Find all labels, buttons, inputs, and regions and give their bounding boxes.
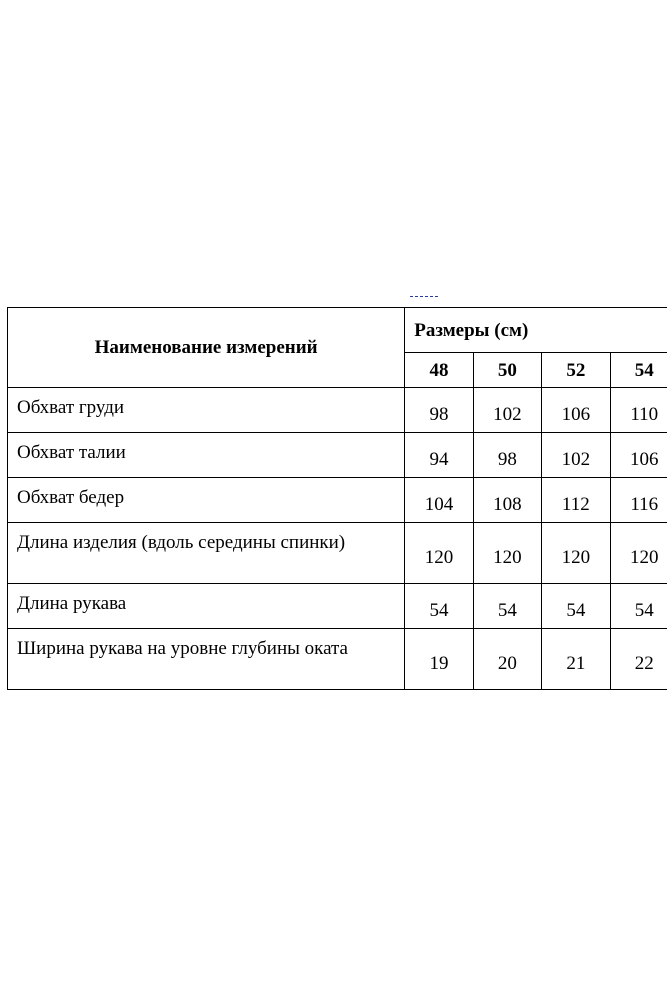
- table-row: [8, 584, 667, 629]
- measurement-value: 108: [473, 478, 541, 523]
- measurement-value: 106: [610, 433, 667, 478]
- sizes-header: Размеры (см): [405, 308, 667, 353]
- table-row: [8, 433, 667, 478]
- measurement-value: 112: [542, 478, 610, 523]
- size-chart-table: [7, 307, 667, 690]
- measurement-value: 120: [473, 523, 541, 584]
- size-label: 48: [405, 353, 473, 388]
- measurement-name: Обхват талии: [8, 433, 405, 478]
- measurement-value: 104: [405, 478, 473, 523]
- measurement-value: 120: [405, 523, 473, 584]
- measurement-value: 21: [542, 629, 610, 690]
- measurement-value: 54: [473, 584, 541, 629]
- measurement-name: Обхват бедер: [8, 478, 405, 523]
- measurement-value: 54: [542, 584, 610, 629]
- measurement-value: 94: [405, 433, 473, 478]
- measurement-value: 98: [405, 388, 473, 433]
- table-row: [8, 523, 667, 584]
- measurement-name: Обхват груди: [8, 388, 405, 433]
- measurement-name-header: Наименование измерений: [8, 308, 405, 388]
- decorative-dashes: [410, 296, 438, 297]
- size-label: 54: [610, 353, 667, 388]
- table-row: [8, 478, 667, 523]
- measurement-value: 110: [610, 388, 667, 433]
- table-header-row: [8, 308, 667, 353]
- measurement-value: 20: [473, 629, 541, 690]
- measurement-value: 19: [405, 629, 473, 690]
- size-label: 50: [473, 353, 541, 388]
- measurement-value: 54: [610, 584, 667, 629]
- measurement-value: 98: [473, 433, 541, 478]
- table-row: [8, 629, 667, 690]
- measurement-value: 116: [610, 478, 667, 523]
- measurement-name: Ширина рукава на уровне глубины оката: [8, 629, 405, 690]
- measurement-value: 120: [542, 523, 610, 584]
- measurement-name: Длина рукава: [8, 584, 405, 629]
- measurement-value: 54: [405, 584, 473, 629]
- measurement-value: 22: [610, 629, 667, 690]
- measurement-value: 120: [610, 523, 667, 584]
- table-row: [8, 388, 667, 433]
- measurement-value: 102: [542, 433, 610, 478]
- measurement-value: 102: [473, 388, 541, 433]
- measurement-name: Длина изделия (вдоль середины спинки): [8, 523, 405, 584]
- size-label: 52: [542, 353, 610, 388]
- measurement-value: 106: [542, 388, 610, 433]
